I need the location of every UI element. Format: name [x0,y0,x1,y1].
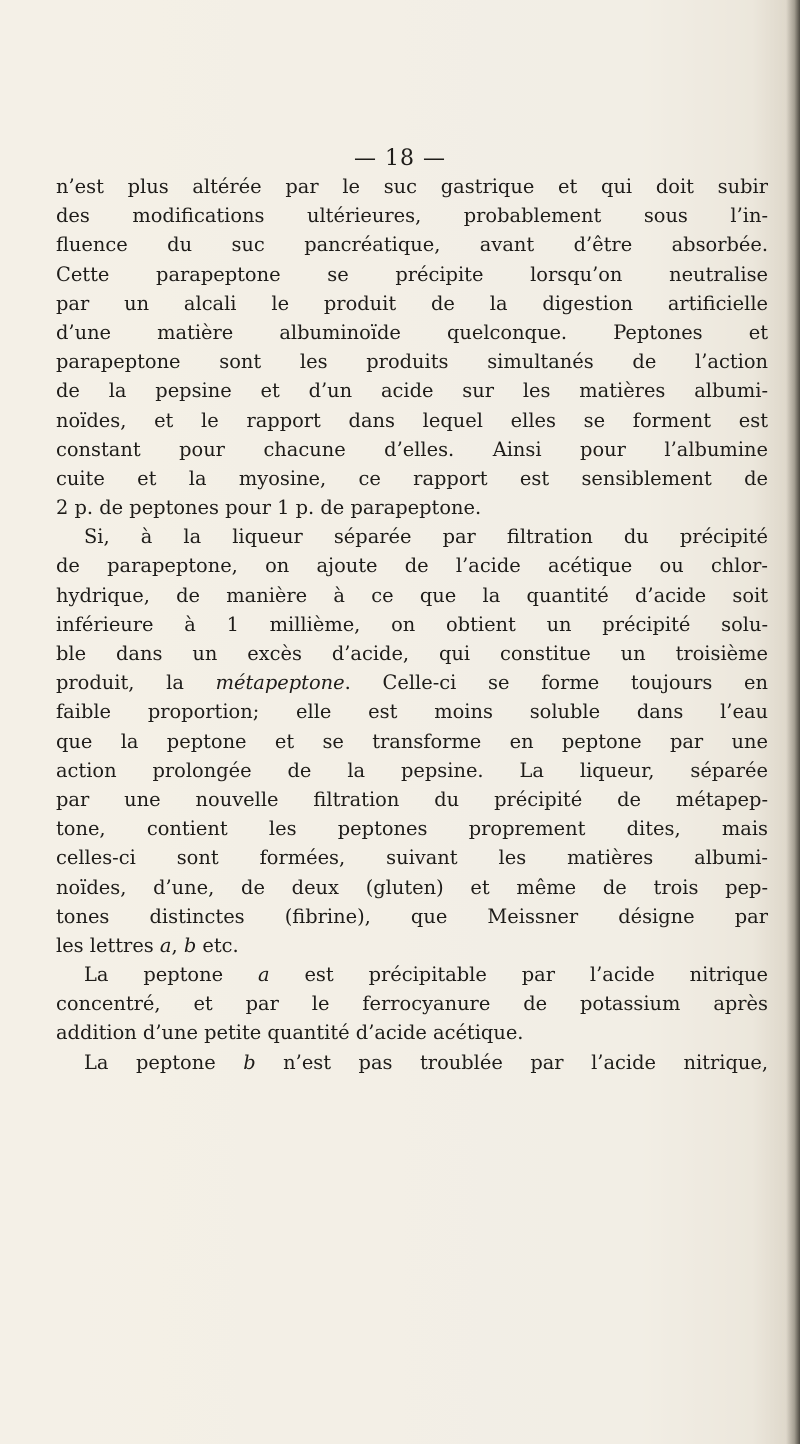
text-line: de parapeptone, on ajoute de l’acide acétique ou chlor- [56,554,768,578]
text-line: fluence du suc pancréatique, avant d’être absorbée. [56,233,768,257]
text-line: inférieure à 1 millième, on obtient un précipité solu- [56,612,768,636]
text-line: cuite et la myosine, ce rapport est sensiblement de [56,466,768,490]
text-line: des modifications ultérieures, probablement sous l’in- [56,204,768,228]
text-line: La peptone b n’est pas troublée par l’acide nitrique, [84,1050,768,1074]
text-line: ble dans un excès d’acide, qui constitue un troisième [56,642,768,665]
text-line: Si, à la liqueur séparée par filtration du précipité [84,525,768,549]
text-line: tone, contient les peptones proprement dites, mais [56,817,768,841]
text-line: constant pour chacune d’elles. Ainsi pour l’albumine [56,437,768,461]
text-line: La peptone a est précipitable par l’acide nitrique [84,963,768,987]
text-line: noïdes, d’une, de deux (gluten) et même de trois pep- [56,875,768,899]
text-line: concentré, et par le ferrocyanure de potassium après [56,992,768,1016]
text-line: parapeptone sont les produits simultanés de l’action [56,350,768,374]
text-line: action prolongée de la pepsine. La liqueur, séparée [56,758,768,782]
italic-letter: b [183,933,197,957]
text-line: par une nouvelle filtration du précipité de métapep- [56,787,768,811]
italic-letter: a [257,963,270,987]
text-line: les lettres a, b etc. [56,933,239,957]
text-line: Cette parapeptone se précipite lorsqu’on neutralise [56,262,768,286]
italic-letter: b [243,1050,256,1074]
body-text [56,172,768,1077]
page-edge-shadow [786,0,800,1444]
text-line: de la pepsine et d’un acide sur les matières albumi- [56,379,768,403]
text-line: noïdes, et le rapport dans lequel elles se forment est [56,408,768,432]
italic-letter: a [159,933,172,957]
text-line: addition d’une petite quantité d’acide acétique. [56,1021,524,1045]
text-line: n’est plus altérée par le suc gastrique et qui doit subir [56,175,768,198]
text-line: celles-ci sont formées, suivant les matières albumi- [56,846,768,870]
text-line: faible proportion; elle est moins soluble dans l’eau [56,700,768,724]
text-line: produit, la métapeptone. Celle-ci se forme toujours en [56,671,768,695]
text-line: d’une matière albuminoïde quelconque. Peptones et [56,320,768,344]
text-line: par un alcali le produit de la digestion artificielle [56,291,768,315]
text-line: 2 p. de peptones pour 1 p. de parapeptone. [56,496,482,520]
text-line: hydrique, de manière à ce que la quantité d’acide soit [56,583,768,607]
text-line: que la peptone et se transforme en peptone par une [56,729,768,753]
page-number: — 18 — [354,146,446,171]
italic-term: métapeptone [215,671,345,695]
text-line: tones distinctes (fibrine), que Meissner désigne par [56,904,768,928]
